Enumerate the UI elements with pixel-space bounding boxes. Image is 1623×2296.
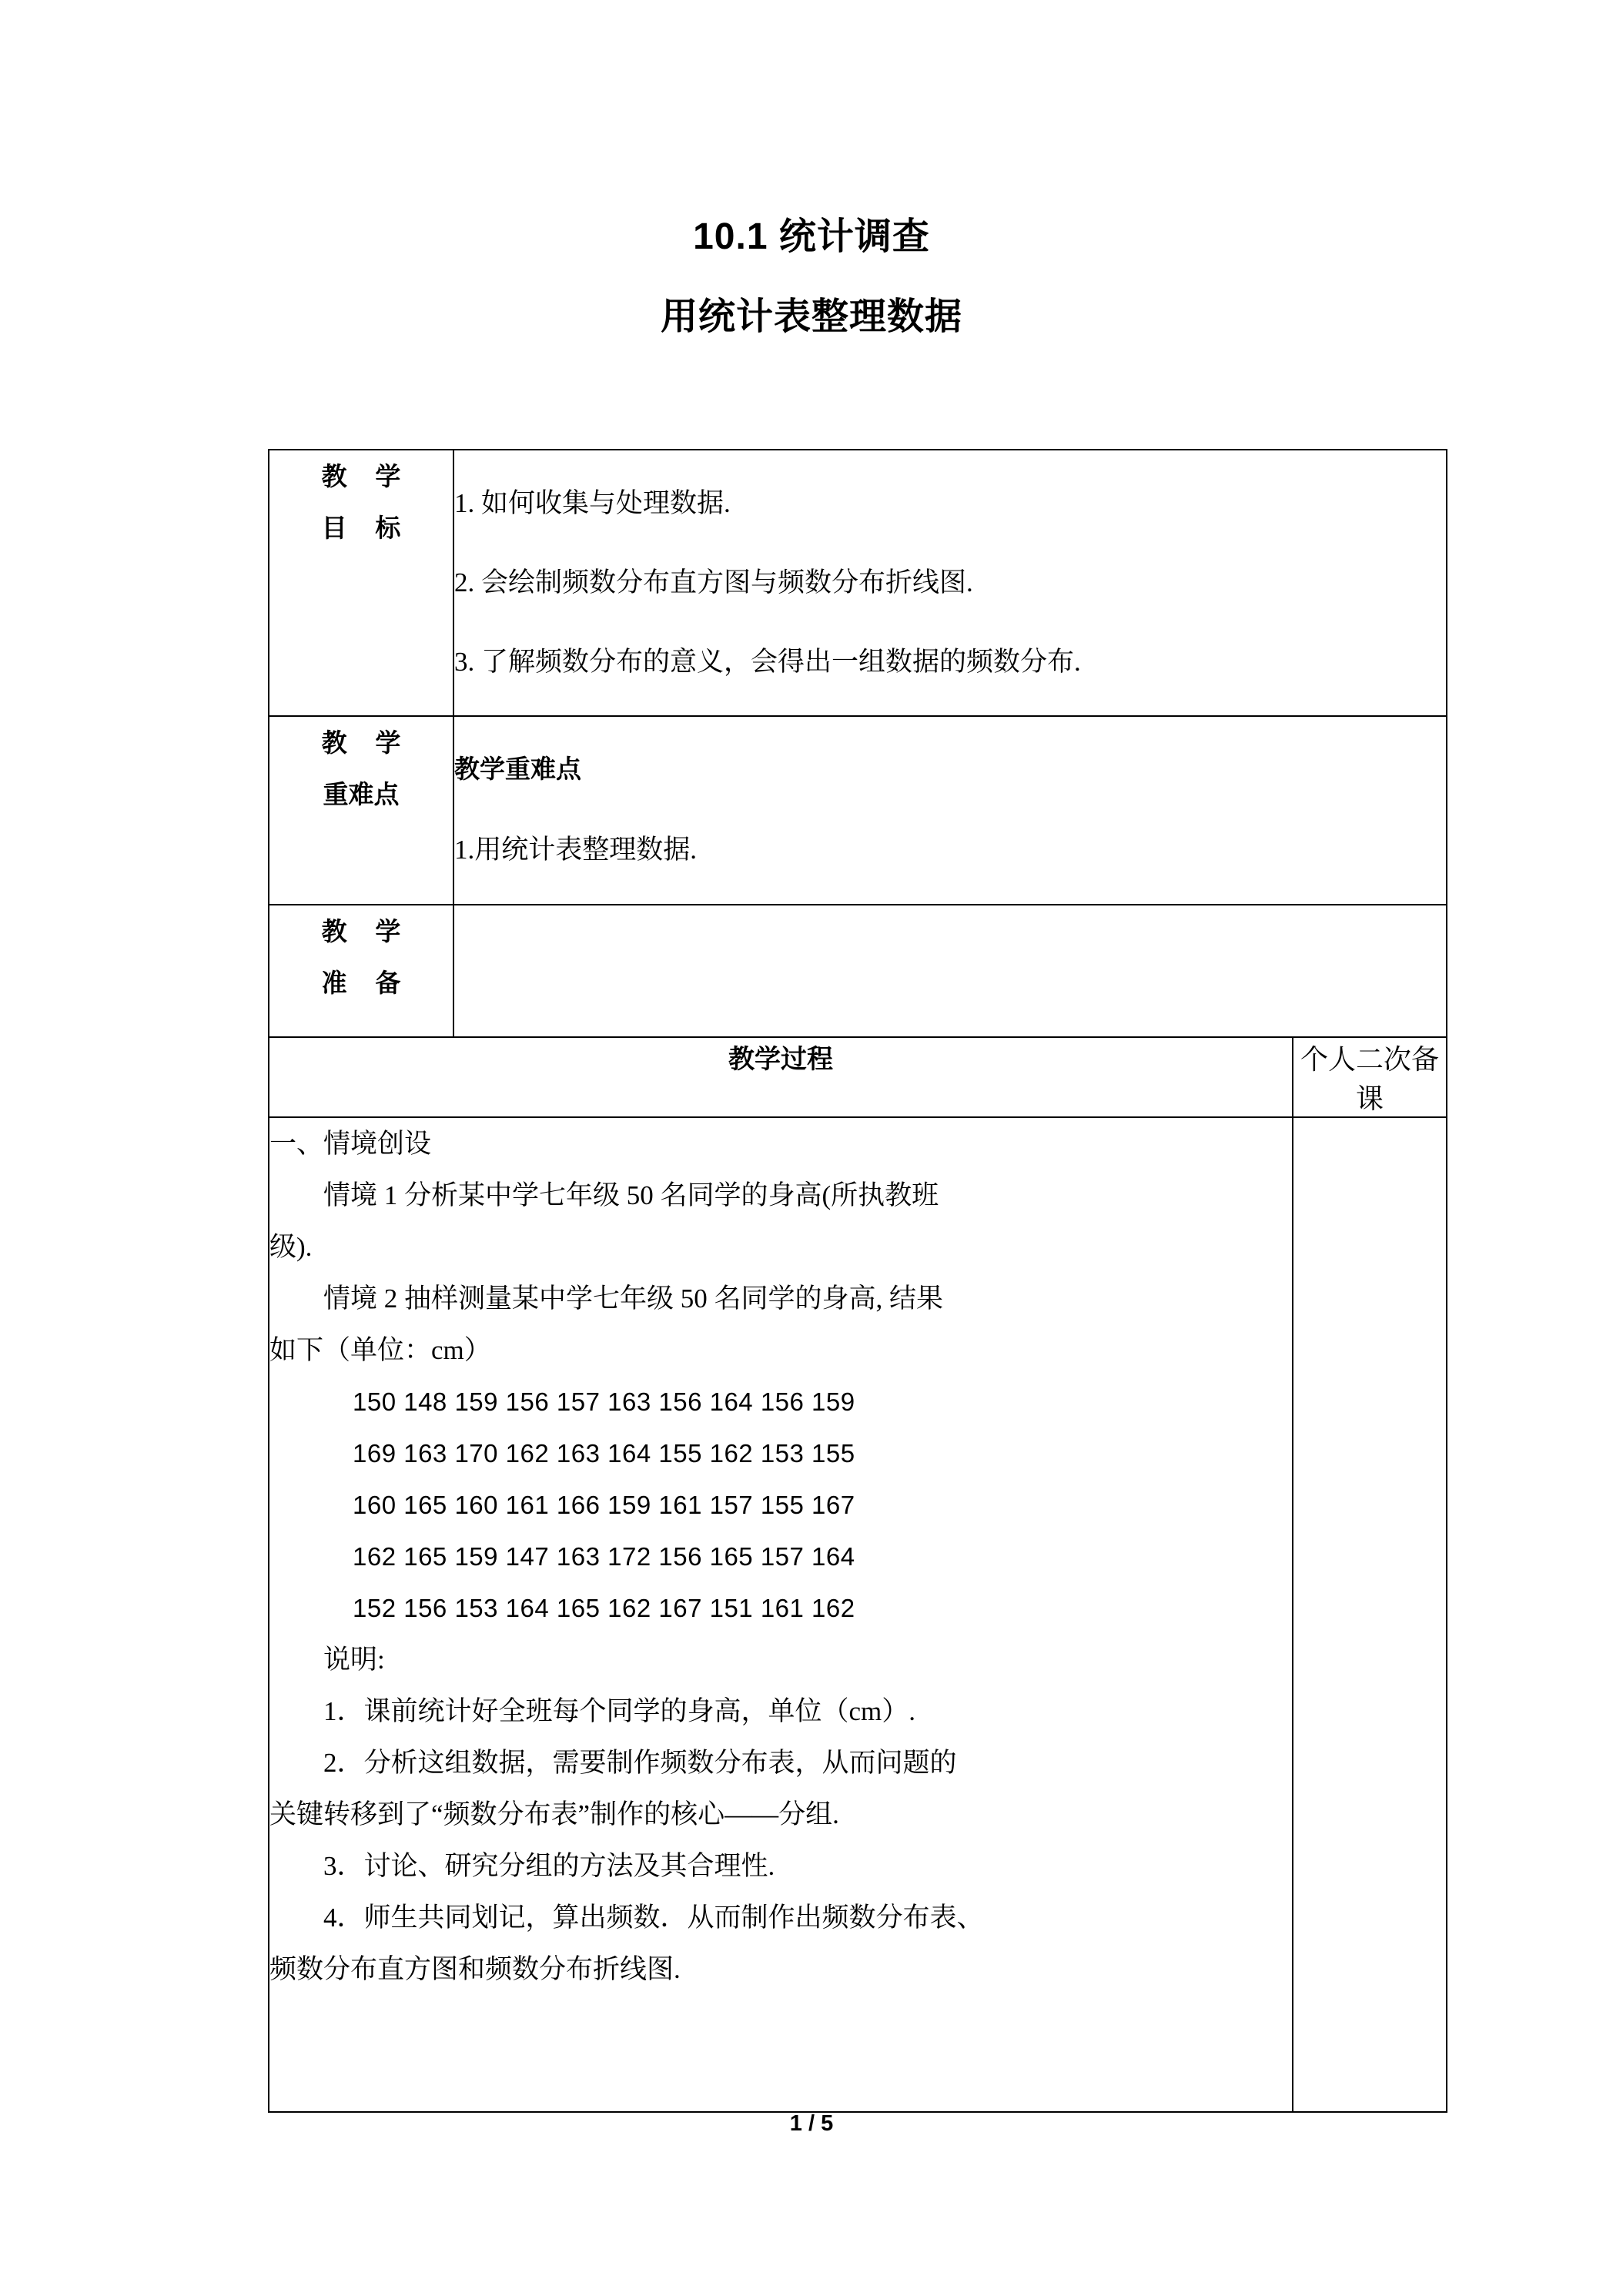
page-subtitle: 用统计表整理数据 [660, 296, 962, 337]
note-item-3: 3．讨论、研究分组的方法及其合理性. [323, 1851, 775, 1881]
note-item-4-cont: 频数分布直方图和频数分布折线图. [269, 1954, 681, 1984]
note-item-2-cont: 关键转移到了“频数分布表”制作的核心——分组. [269, 1799, 839, 1829]
teaching-process-content [269, 1117, 1293, 2112]
row-content-objectives [453, 450, 1447, 716]
row-label-line: 教 学 [321, 462, 401, 490]
note-item-4: 4．师生共同划记，算出频数．从而制作出频数分布表、 [323, 1903, 984, 1933]
row-label-line: 重难点 [323, 780, 400, 808]
page-number: 1 / 5 [789, 2111, 834, 2136]
scenario-2-cont: 如下（单位：cm） [269, 1335, 491, 1365]
column-header-prep: 个人二次备课 [1293, 1037, 1447, 1117]
notes-heading: 说明: [323, 1645, 385, 1675]
row-label-line: 目 标 [321, 514, 401, 542]
table-row-process-header [269, 1037, 1447, 1117]
table-row-keypoints [269, 716, 1447, 905]
note-item-1: 1．课前统计好全班每个同学的身高，单位（cm）. [323, 1696, 916, 1726]
keypoints-heading: 教学重难点 [454, 755, 581, 783]
table-row-preparation [269, 905, 1447, 1037]
row-label-objectives [269, 450, 453, 716]
height-data-row: 169 163 170 162 163 164 155 162 153 155 [353, 1439, 855, 1468]
height-data-row: 160 165 160 161 166 159 161 157 155 167 [353, 1491, 855, 1519]
keypoints-item: 1.用统计表整理数据. [454, 835, 698, 865]
row-content-preparation [453, 905, 1447, 1037]
scenario-1-cont: 级). [269, 1232, 313, 1262]
row-label-line: 教 学 [321, 728, 401, 757]
table-row-objectives [269, 450, 1447, 716]
row-label-line: 教 学 [321, 917, 401, 946]
height-data-row: 152 156 153 164 165 162 167 151 161 162 [353, 1594, 855, 1622]
row-label-keypoints [269, 716, 453, 905]
scenario-2: 情境 2 抽样测量某中学七年级 50 名同学的身高, 结果 [323, 1284, 944, 1314]
page-title: 10.1 统计调查 [693, 216, 930, 257]
row-label-line: 准 备 [321, 969, 401, 997]
personal-notes-cell[interactable] [1293, 1117, 1447, 2112]
objective-item: 1. 如何收集与处理数据. [454, 488, 731, 518]
row-content-keypoints [453, 716, 1447, 905]
height-data-row: 162 165 159 147 163 172 156 165 157 164 [353, 1542, 855, 1571]
table-row-process-body [269, 1117, 1447, 2112]
note-item-2: 2．分析这组数据，需要制作频数分布表，从而问题的 [323, 1748, 957, 1778]
column-header-process: 教学过程 [269, 1037, 1293, 1117]
objective-item: 3. 了解频数分布的意义，会得出一组数据的频数分布. [454, 647, 1081, 677]
row-label-preparation [269, 905, 453, 1037]
title-block [0, 209, 1623, 345]
section-heading: 一、情境创设 [269, 1129, 432, 1159]
height-data-row: 150 148 159 156 157 163 156 164 156 159 [353, 1387, 855, 1416]
lesson-plan-table [268, 449, 1447, 2113]
objective-item: 2. 会绘制频数分布直方图与频数分布折线图. [454, 567, 973, 597]
scenario-1: 情境 1 分析某中学七年级 50 名同学的身高(所执教班 [323, 1180, 939, 1210]
